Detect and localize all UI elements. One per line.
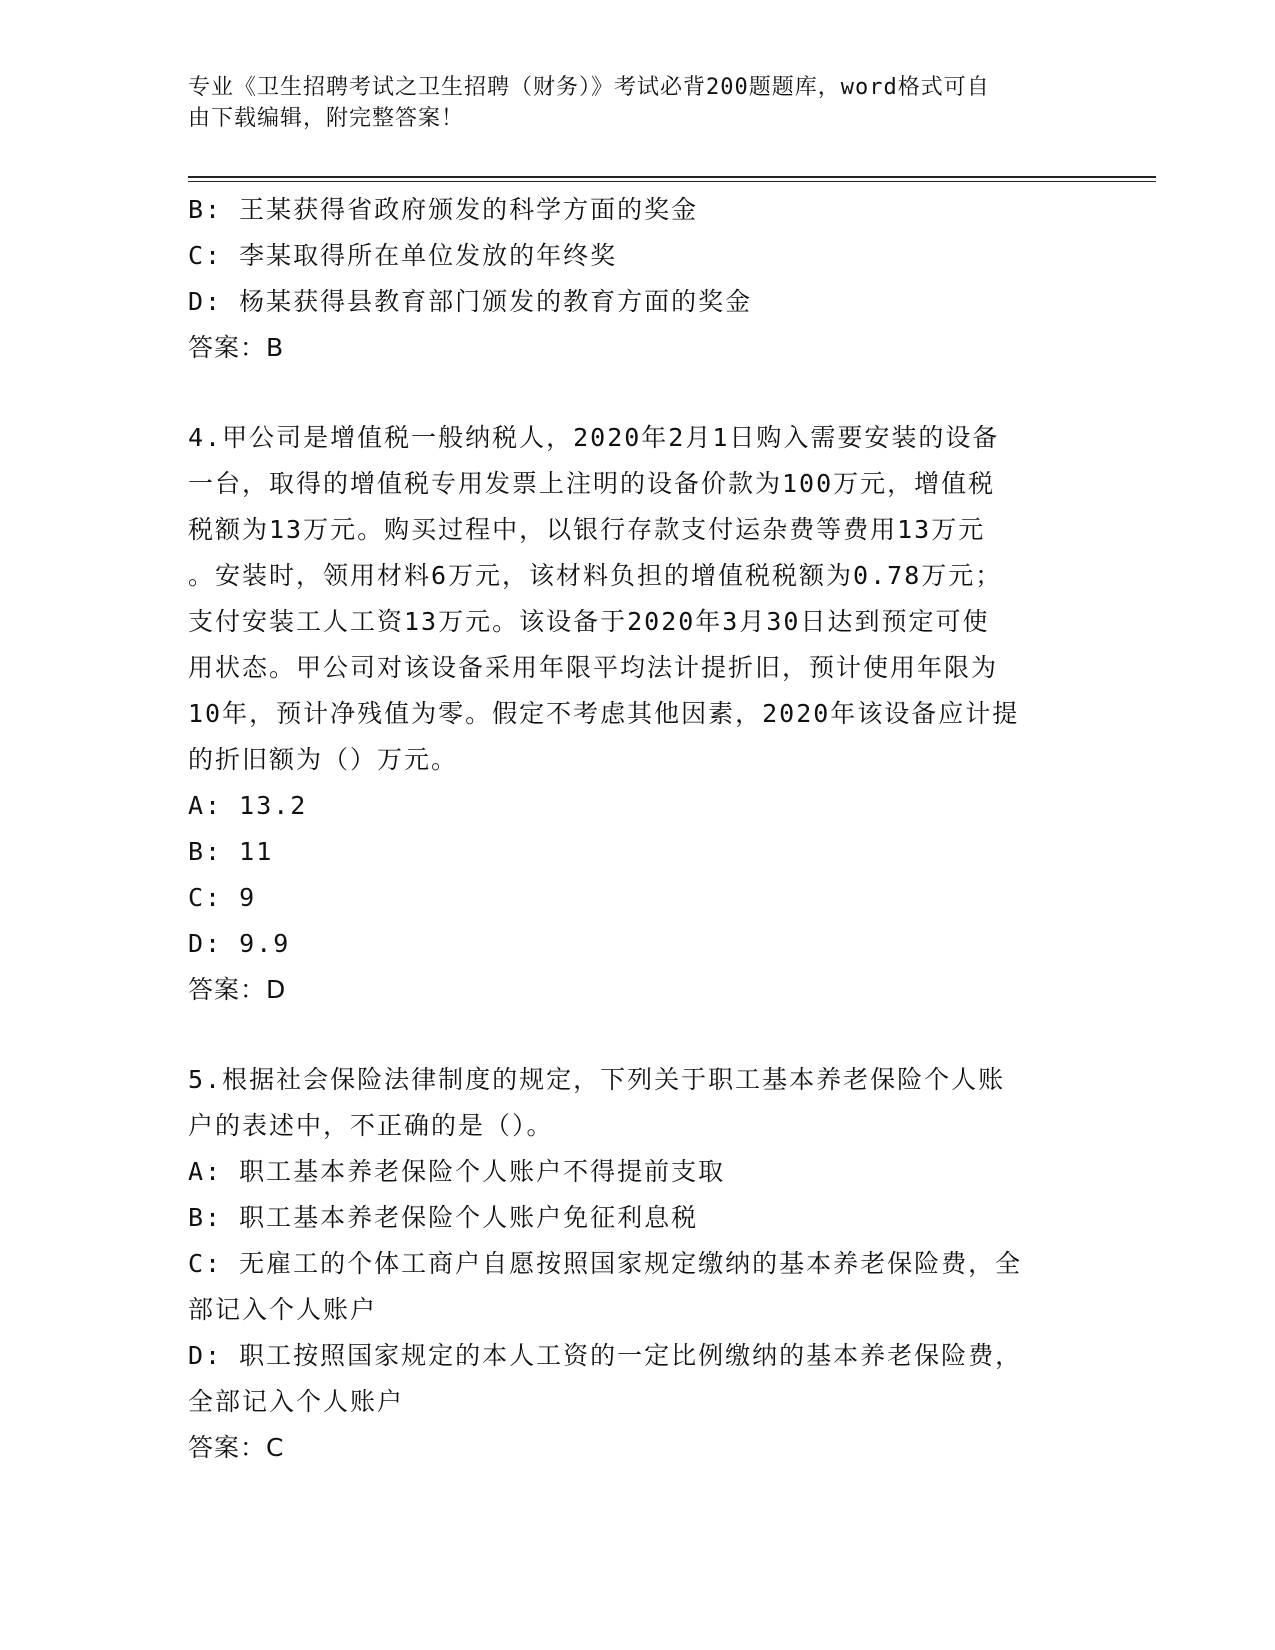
question-4-stem-line: 一台，取得的增值税专用发票上注明的设备价款为100万元，增值税 [188,469,996,498]
question-5-option-c-line: C: 无雇工的个体工商户自愿按照国家规定缴纳的基本养老保险费，全 [188,1249,1023,1278]
question-4-stem-line: 4.甲公司是增值税一般纳税人，2020年2月1日购入需要安装的设备 [188,423,1000,452]
header-divider-thick [188,176,1156,178]
question-3-option-c: C: 李某取得所在单位发放的年终奖 [188,241,618,270]
question-4-stem-line: 。安装时，领用材料6万元，该材料负担的增值税税额为0.78万元； [188,561,1003,590]
header-line-2: 由下载编辑，附完整答案！ [188,106,465,131]
question-5-answer: 答案：C [188,1433,285,1462]
question-4-stem-line: 税额为13万元。购买过程中，以银行存款支付运杂费等费用13万元 [188,515,986,544]
question-3-block [188,187,1088,371]
question-4-option-a: A: 13.2 [188,791,308,820]
document-body [188,187,1088,1471]
section-gap [188,1013,1088,1057]
question-5-option-d-line: D: 职工按照国家规定的本人工资的一定比例缴纳的基本养老保险费， [188,1341,1023,1370]
header-divider-thin [188,181,1156,182]
question-5-block [188,1057,1088,1471]
question-4-block [188,415,1088,1013]
document-header [188,72,1068,134]
question-3-option-b: B: 王某获得省政府颁发的科学方面的奖金 [188,195,699,224]
question-4-option-b: B: 11 [188,837,274,866]
question-4-stem-line: 10年，预计净残值为零。假定不考虑其他因素，2020年该设备应计提 [188,699,1020,728]
question-3-answer: 答案：B [188,333,285,362]
question-5-option-a: A: 职工基本养老保险个人账户不得提前支取 [188,1157,726,1186]
question-5-option-c-line: 部记入个人账户 [188,1295,378,1324]
section-gap [188,371,1088,415]
question-5-stem-line: 户的表述中，不正确的是（）。 [188,1111,554,1140]
header-line-1: 专业《卫生招聘考试之卫生招聘（财务）》考试必背200题题库，word格式可自 [188,75,990,100]
question-5-option-b: B: 职工基本养老保险个人账户免征利息税 [188,1203,699,1232]
question-4-option-d: D: 9.9 [188,929,291,958]
question-4-answer: 答案：D [188,975,287,1004]
question-4-option-c: C: 9 [188,883,257,912]
question-5-stem-line: 5.根据社会保险法律制度的规定，下列关于职工基本养老保险个人账 [188,1065,1006,1094]
question-4-stem-line: 支付安装工人工资13万元。该设备于2020年3月30日达到预定可使 [188,607,990,636]
question-3-option-d: D: 杨某获得县教育部门颁发的教育方面的奖金 [188,287,753,316]
question-4-stem-line: 的折旧额为（）万元。 [188,745,459,774]
question-5-option-d-line: 全部记入个人账户 [188,1387,405,1416]
question-4-stem-line: 用状态。甲公司对该设备采用年限平均法计提折旧，预计使用年限为 [188,653,999,682]
